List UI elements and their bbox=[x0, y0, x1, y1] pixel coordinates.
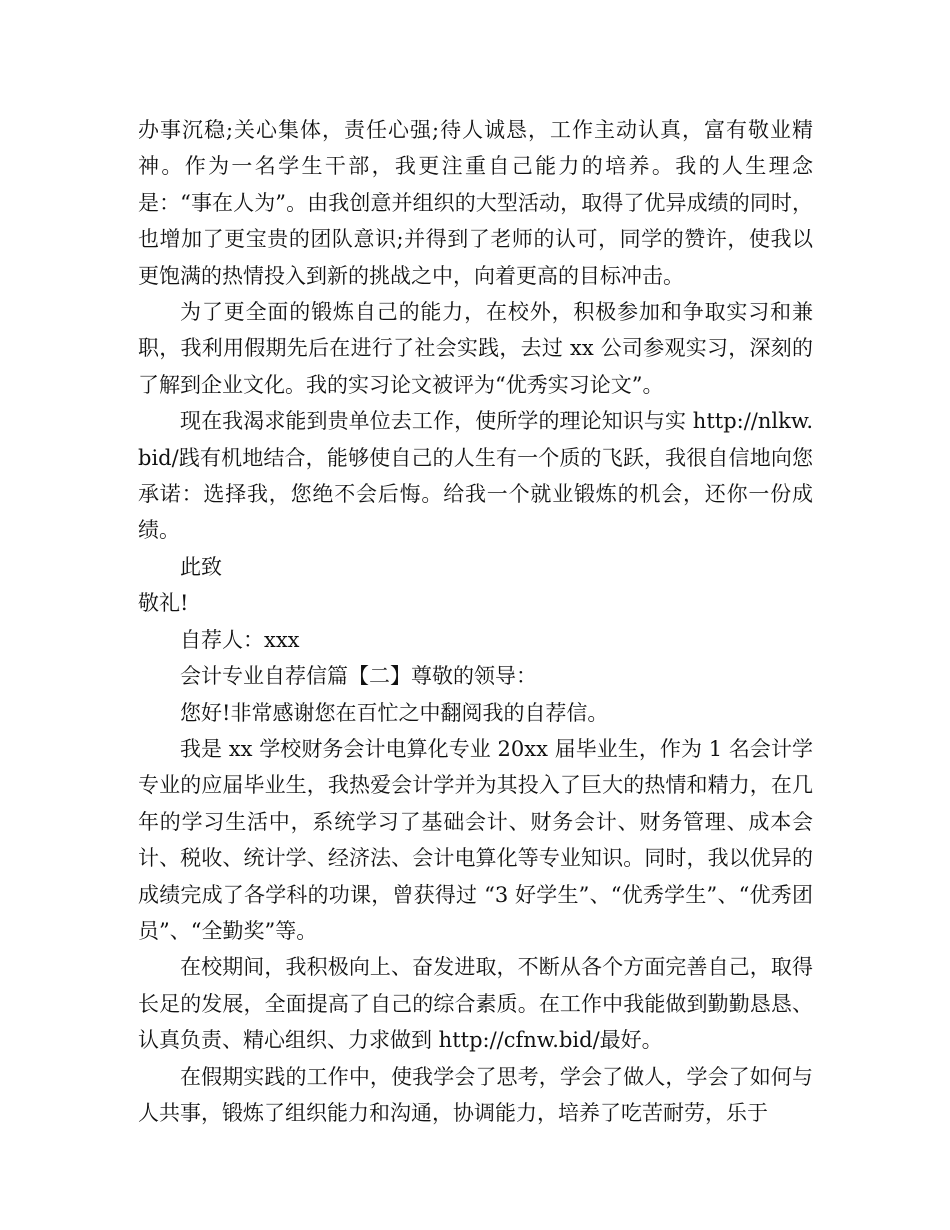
paragraph-1: 办事沉稳;关心集体，责任心强;待人诚恳，工作主动认真，富有敬业精神。作为一名学生干部，我更注重自己能力的培养。我的人生理念是：“事在人为”。由我创意并组织的大型活动，取得了优异成绩的同时，也增加了更宝贵的团队意识;并得到了老师的认可，同学的赞许，使我以更饱满的热情投入到新的挑战之中，向着更高的目标冲击。 bbox=[138, 118, 813, 288]
paragraph-3: 现在我渴求能到贵单位去工作，使所学的理论知识与实 http://nlkw.bid/践有机地结合，能够使自己的人生有一个质的飞跃，我很自信地向您承诺：选择我，您绝不会后悔。给我一个就业锻炼的机会，还你一份成绩。 bbox=[138, 409, 813, 543]
paragraph-school: 在校期间，我积极向上、奋发进取，不断从各个方面完善自己，取得长足的发展，全面提高了自己的综合素质。在工作中我能做到勤勤恳恳、认真负责、精心组织、力求做到 http://cfnw.bid/最好。 bbox=[138, 955, 813, 1053]
section-heading: 会计专业自荐信篇【二】尊敬的领导： bbox=[180, 664, 537, 689]
paragraph-practice: 在假期实践的工作中，使我学会了思考，学会了做人，学会了如何与人共事，锻炼了组织能力和沟通，协调能力，培养了吃苦耐劳，乐于 bbox=[138, 1064, 813, 1125]
signature-line: 自荐人：xxx bbox=[180, 627, 300, 652]
closing-salutation: 此致 bbox=[180, 554, 222, 579]
paragraph-2: 为了更全面的锻炼自己的能力，在校外，积极参加和争取实习和兼职，我利用假期先后在进行了社会实践，去过 xx 公司参观实习，深刻的了解到企业文化。我的实习论文被评为“优秀实习论文”。 bbox=[138, 300, 813, 397]
closing-regards: 敬礼! bbox=[138, 591, 189, 616]
document-page bbox=[138, 112, 813, 1131]
paragraph-intro: 我是 xx 学校财务会计电算化专业 20xx 届毕业生，作为 1 名会计学专业的应届毕业生，我热爱会计学并为其投入了巨大的热情和精力，在几年的学习生活中，系统学习了基础会计、财务会计、财务管理、成本会计、税收、统计学、经济法、会计电算化等专业知识。同时，我以优异的成绩完成了各学科的功课，曾获得过 “3 好学生”、“优秀学生”、“优秀团员”、“全勤奖”等。 bbox=[138, 736, 813, 943]
greeting: 您好!非常感谢您在百忙之中翻阅我的自荐信。 bbox=[180, 700, 609, 725]
